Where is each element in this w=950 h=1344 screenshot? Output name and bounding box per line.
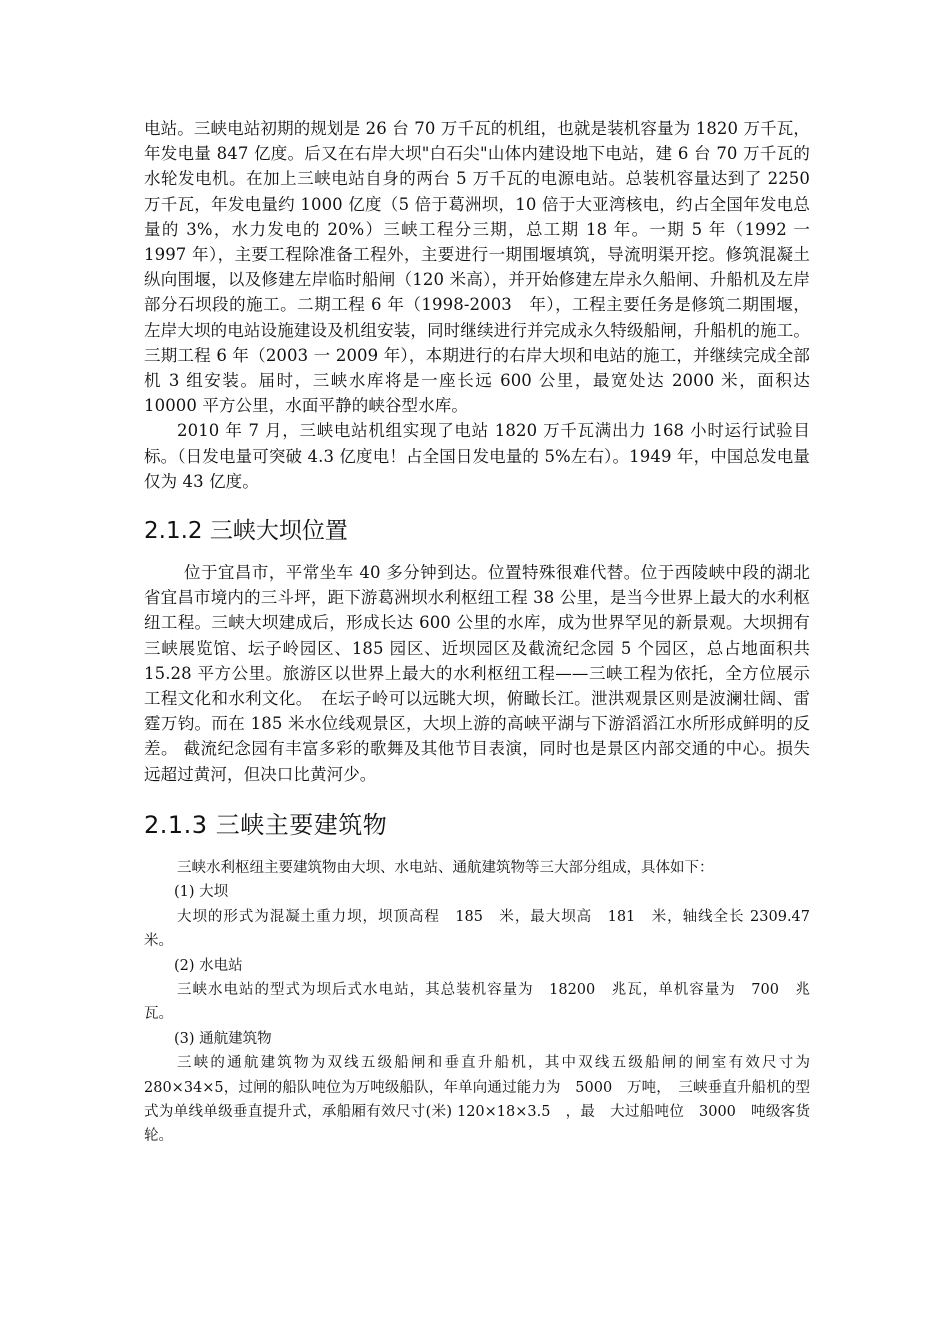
heading-dam-location: 2.1.2 三峡大坝位置 [144, 518, 348, 544]
heading-main-buildings: 2.1.3 三峡主要建筑物 [144, 811, 388, 839]
item-label-dam: (1) 大坝 [174, 884, 229, 901]
paragraph-2010-output: 2010 年 7 月，三峡电站机组实现了电站 1820 万千瓦满出力 168 小时运行试验目标。（日发电量可突破 4.3 亿度电！占全国日发电量的 5%左右）。1949 年，中国总发电量仅为 43 亿度。 [144, 421, 810, 491]
item-label-hydropower: (2) 水电站 [174, 957, 243, 974]
item-text-hydropower: 三峡水电站的型式为坝后式水电站，其总装机容量为 18200 兆瓦，单机容量为 700 兆 瓦。 [144, 982, 825, 1023]
item-text-navigation: 三峡的通航建筑物为双线五级船闸和垂直升船机，其中双线五级船闸的闸室有效尺寸为 280×34×5，过闸的船队吨位为万吨级船队，年单向通过能力为 5000 万吨， 三峡垂直升船机的型式为单线单级垂直提升式，承船厢有效尺寸(米) 120×18×3.5 ，最 大过船吨位 3000 吨级客货轮。 [144, 1055, 825, 1145]
intro-section [144, 116, 810, 494]
buildings-intro: 三峡水利枢纽主要建筑物由大坝、水电站、通航建筑物等三大部分组成，具体如下： [177, 860, 714, 876]
location-section [144, 560, 810, 787]
item-text-dam: 大坝的形式为混凝土重力坝，坝顶高程 185 米，最大坝高 181 米，轴线全长 2309.47 米。 [144, 908, 825, 950]
paragraph-power-station: 电站。三峡电站初期的规划是 26 台 70 万千瓦的机组，也就是装机容量为 1820 万千瓦，年发电量 847 亿度。后又在右岸大坝"白石尖"山体内建设地下电站，建 6 台 70 万千瓦的水轮发电机。在加上三峡电站自身的两台 5 万千瓦的电源电站。总装机容量达到了 2250 万千瓦，年发电量约 1000 亿度（5 倍于葛洲坝，10 倍于大亚湾核电，约占全国年发电总量的 3%，水力发电的 20%）三峡工程分三期，总工期 18 年。一期 5 年（1992 一 1997 年），主要工程除准备工程外，主要进行一期围堰填筑，导流明渠开挖。修筑混凝土纵向围堰，以及修建左岸临时船闸（120 米高），并开始修建左岸永久船闸、升船机及左岸部分石坝段的施工。二期工程 6 年（1998-2003 年），工程主要任务是修筑二期围堰，左岸大坝的电站设施建设及机组安装，同时继续进行并完成永久特级船闸，升船机的施工。三期工程 6 年（2003 一 2009 年），本期进行的右岸大坝和电站的施工，并继续完成全部机 3 组安装。届时，三峡水库将是一座长远 600 公里，最宽处达 2000 米，面积达 10000 平方公里，水面平静的峡谷型水库。 [144, 119, 810, 416]
buildings-section [144, 856, 825, 1149]
paragraph-dam-location: 位于宜昌市，平常坐车 40 多分钟到达。位置特殊很难代替。位于西陵峡中段的湖北省宜昌市境内的三斗坪，距下游葛洲坝水利枢纽工程 38 公里，是当今世界上最大的水利枢纽工程。三峡大坝建成后，形成长达 600 公里的水库，成为世界罕见的新景观。大坝拥有三峡展览馆、坛子岭园区、185 园区、近坝园区及截流纪念园 5 个园区，总占地面积共 15.28 平方公里。旅游区以世界上最大的水利枢纽工程——三峡工程为依托，全方位展示工程文化和水利文化。 在坛子岭可以远眺大坝，俯瞰长江。泄洪观景区则是波澜壮阔、雷霆万钧。而在 185 米水位线观景区，大坝上游的高峡平湖与下游滔滔江水所形成鲜明的反差。 截流纪念园有丰富多彩的歌舞及其他节目表演，同时也是景区内部交通的中心。损失远超过黄河，但决口比黄河少。 [144, 563, 810, 784]
item-label-navigation: (3) 通航建筑物 [174, 1030, 272, 1047]
